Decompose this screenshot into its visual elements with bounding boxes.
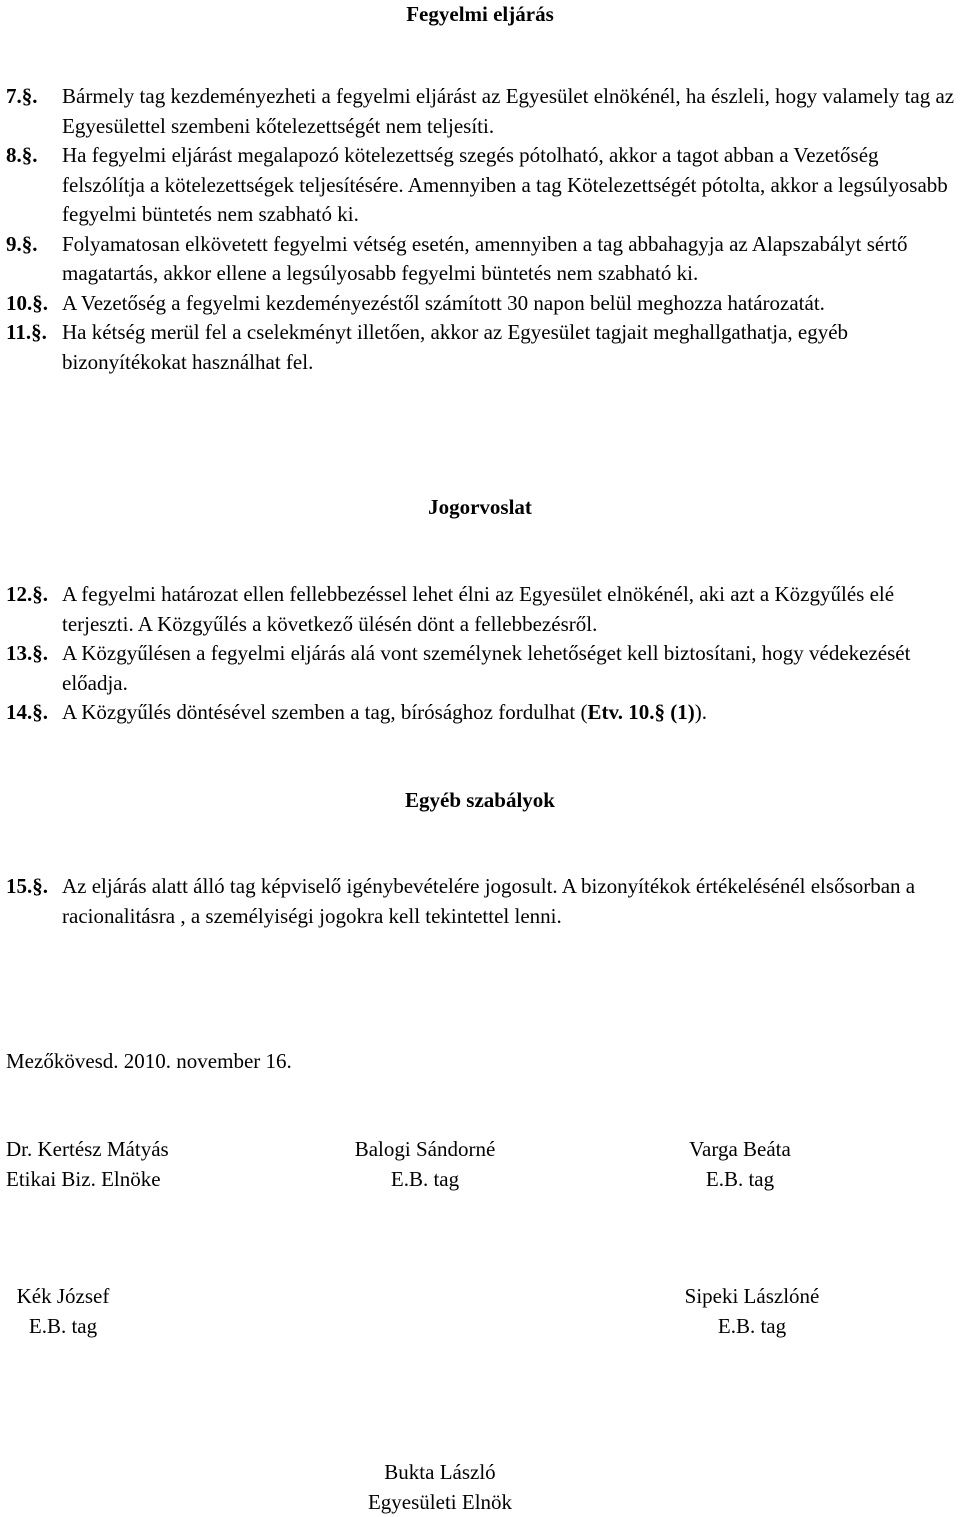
section-title-jogorvoslat: Jogorvoslat <box>428 495 532 519</box>
paragraph-11 <box>6 318 956 377</box>
signatory-role: Etikai Biz. Elnöke <box>6 1166 161 1191</box>
law-subsection: (1) <box>670 700 695 724</box>
paragraph-15 <box>6 872 956 931</box>
paragraph-text: A fegyelmi határozat ellen fellebbezéssel lehet élni az Egyesület elnökénél, aki azt a Közgyűlés elé terjeszti. A Közgyűlés a következő ülésén dönt a fellebbezésről. <box>62 582 895 636</box>
paragraph-text: Ha kétség merül fel a cselekményt illetően, akkor az Egyesület tagjait meghallgathatja, egyéb bizonyítékokat használhat fel. <box>62 320 849 374</box>
signatory-role: E.B. tag <box>705 1166 775 1191</box>
signature-block <box>0 1282 126 1341</box>
signature-block <box>660 1282 844 1341</box>
section-title-egyeb-szabalyok: Egyéb szabályok <box>405 788 555 812</box>
paragraph-number: 8.§. <box>6 143 38 167</box>
text-segment: A Közgyűlés döntésével szemben a tag, bírósághoz fordulhat ( <box>62 700 588 724</box>
signatory-role: E.B. tag <box>717 1313 787 1338</box>
paragraph-text: Folyamatosan elkövetett fegyelmi vétség esetén, amennyiben a tag abbahagyja az Alapszabályt sértő magatartás, akkor ellene a legsúlyosabb fegyelmi büntetés nem szabható ki. <box>62 231 908 285</box>
place-date: Mezőkövesd. 2010. november 16. <box>6 1049 292 1073</box>
signatory-role: Egyesületi Elnök <box>367 1489 513 1514</box>
signature-block <box>334 1458 546 1517</box>
signatory-name: Varga Beáta <box>689 1137 791 1161</box>
paragraph-10 <box>6 289 956 319</box>
paragraph-14 <box>6 698 956 728</box>
text-segment: ). <box>694 700 708 724</box>
paragraph-number: 14.§. <box>6 700 48 724</box>
section-title-fegyelmi-eljaras: Fegyelmi eljárás <box>406 2 554 26</box>
paragraph-text: Ha fegyelmi eljárást megalapozó kötelezettség szegés pótolható, akkor a tagot abban a Vezetőség felszólítja a kötelezettségek teljesítésére. Amennyiben a tag Kötelezettségét pótolta, akkor a legsúlyosabb fegyelmi büntetés nem szabható ki. <box>62 143 948 226</box>
paragraph-text: Az eljárás alatt álló tag képviselő igénybevételére jogosult. A bizonyítékok értékelésénél elsősorban a racionalitásra , a személyiségi jogokra kell tekintettel lenni. <box>62 874 916 928</box>
paragraph-number: 11.§. <box>6 320 47 344</box>
signatory-role: E.B. tag <box>390 1166 460 1191</box>
signatory-name: Sipeki Lászlóné <box>684 1284 820 1308</box>
paragraph-number: 15.§. <box>6 874 48 898</box>
law-reference: Etv. 10.§ <box>587 700 666 724</box>
signatory-role: E.B. tag <box>28 1313 98 1338</box>
signatory-name: Bukta László <box>384 1460 496 1484</box>
paragraph-13 <box>6 639 956 698</box>
signatory-name: Balogi Sándorné <box>354 1137 496 1161</box>
section-fegyelmi-eljaras-list <box>6 82 956 377</box>
paragraph-text: A Közgyűlésen a fegyelmi eljárás alá vont személynek lehetőséget kell biztosítani, hogy védekezését előadja. <box>62 641 911 695</box>
paragraph-number: 9.§. <box>6 231 38 256</box>
paragraph-12 <box>6 580 956 639</box>
paragraph-number: 12.§. <box>6 582 48 606</box>
paragraph-text: Bármely tag kezdeményezheti a fegyelmi eljárást az Egyesület elnökénél, ha észleli, hogy valamely tag az Egyesülettel szembeni kőtelezettségét nem teljesíti. <box>62 84 955 138</box>
paragraph-text: A Vezetőség a fegyelmi kezdeményezéstől számított 30 napon belül meghozza határozatát. <box>62 290 825 315</box>
paragraph-9 <box>6 230 956 289</box>
section-egyeb-szabalyok-list <box>6 872 956 931</box>
paragraph-number: 7.§. <box>6 84 38 108</box>
signature-block <box>6 1135 169 1194</box>
paragraph-7 <box>6 82 956 141</box>
signature-block <box>655 1135 825 1194</box>
signatory-name: Kék József <box>16 1284 110 1308</box>
paragraph-8 <box>6 141 956 230</box>
paragraph-number: 13.§. <box>6 641 48 665</box>
paragraph-text <box>62 698 956 728</box>
signatory-name: Dr. Kertész Mátyás <box>6 1137 169 1161</box>
paragraph-number: 10.§. <box>6 290 48 315</box>
signature-block <box>330 1135 520 1194</box>
section-jogorvoslat-list <box>6 580 956 728</box>
